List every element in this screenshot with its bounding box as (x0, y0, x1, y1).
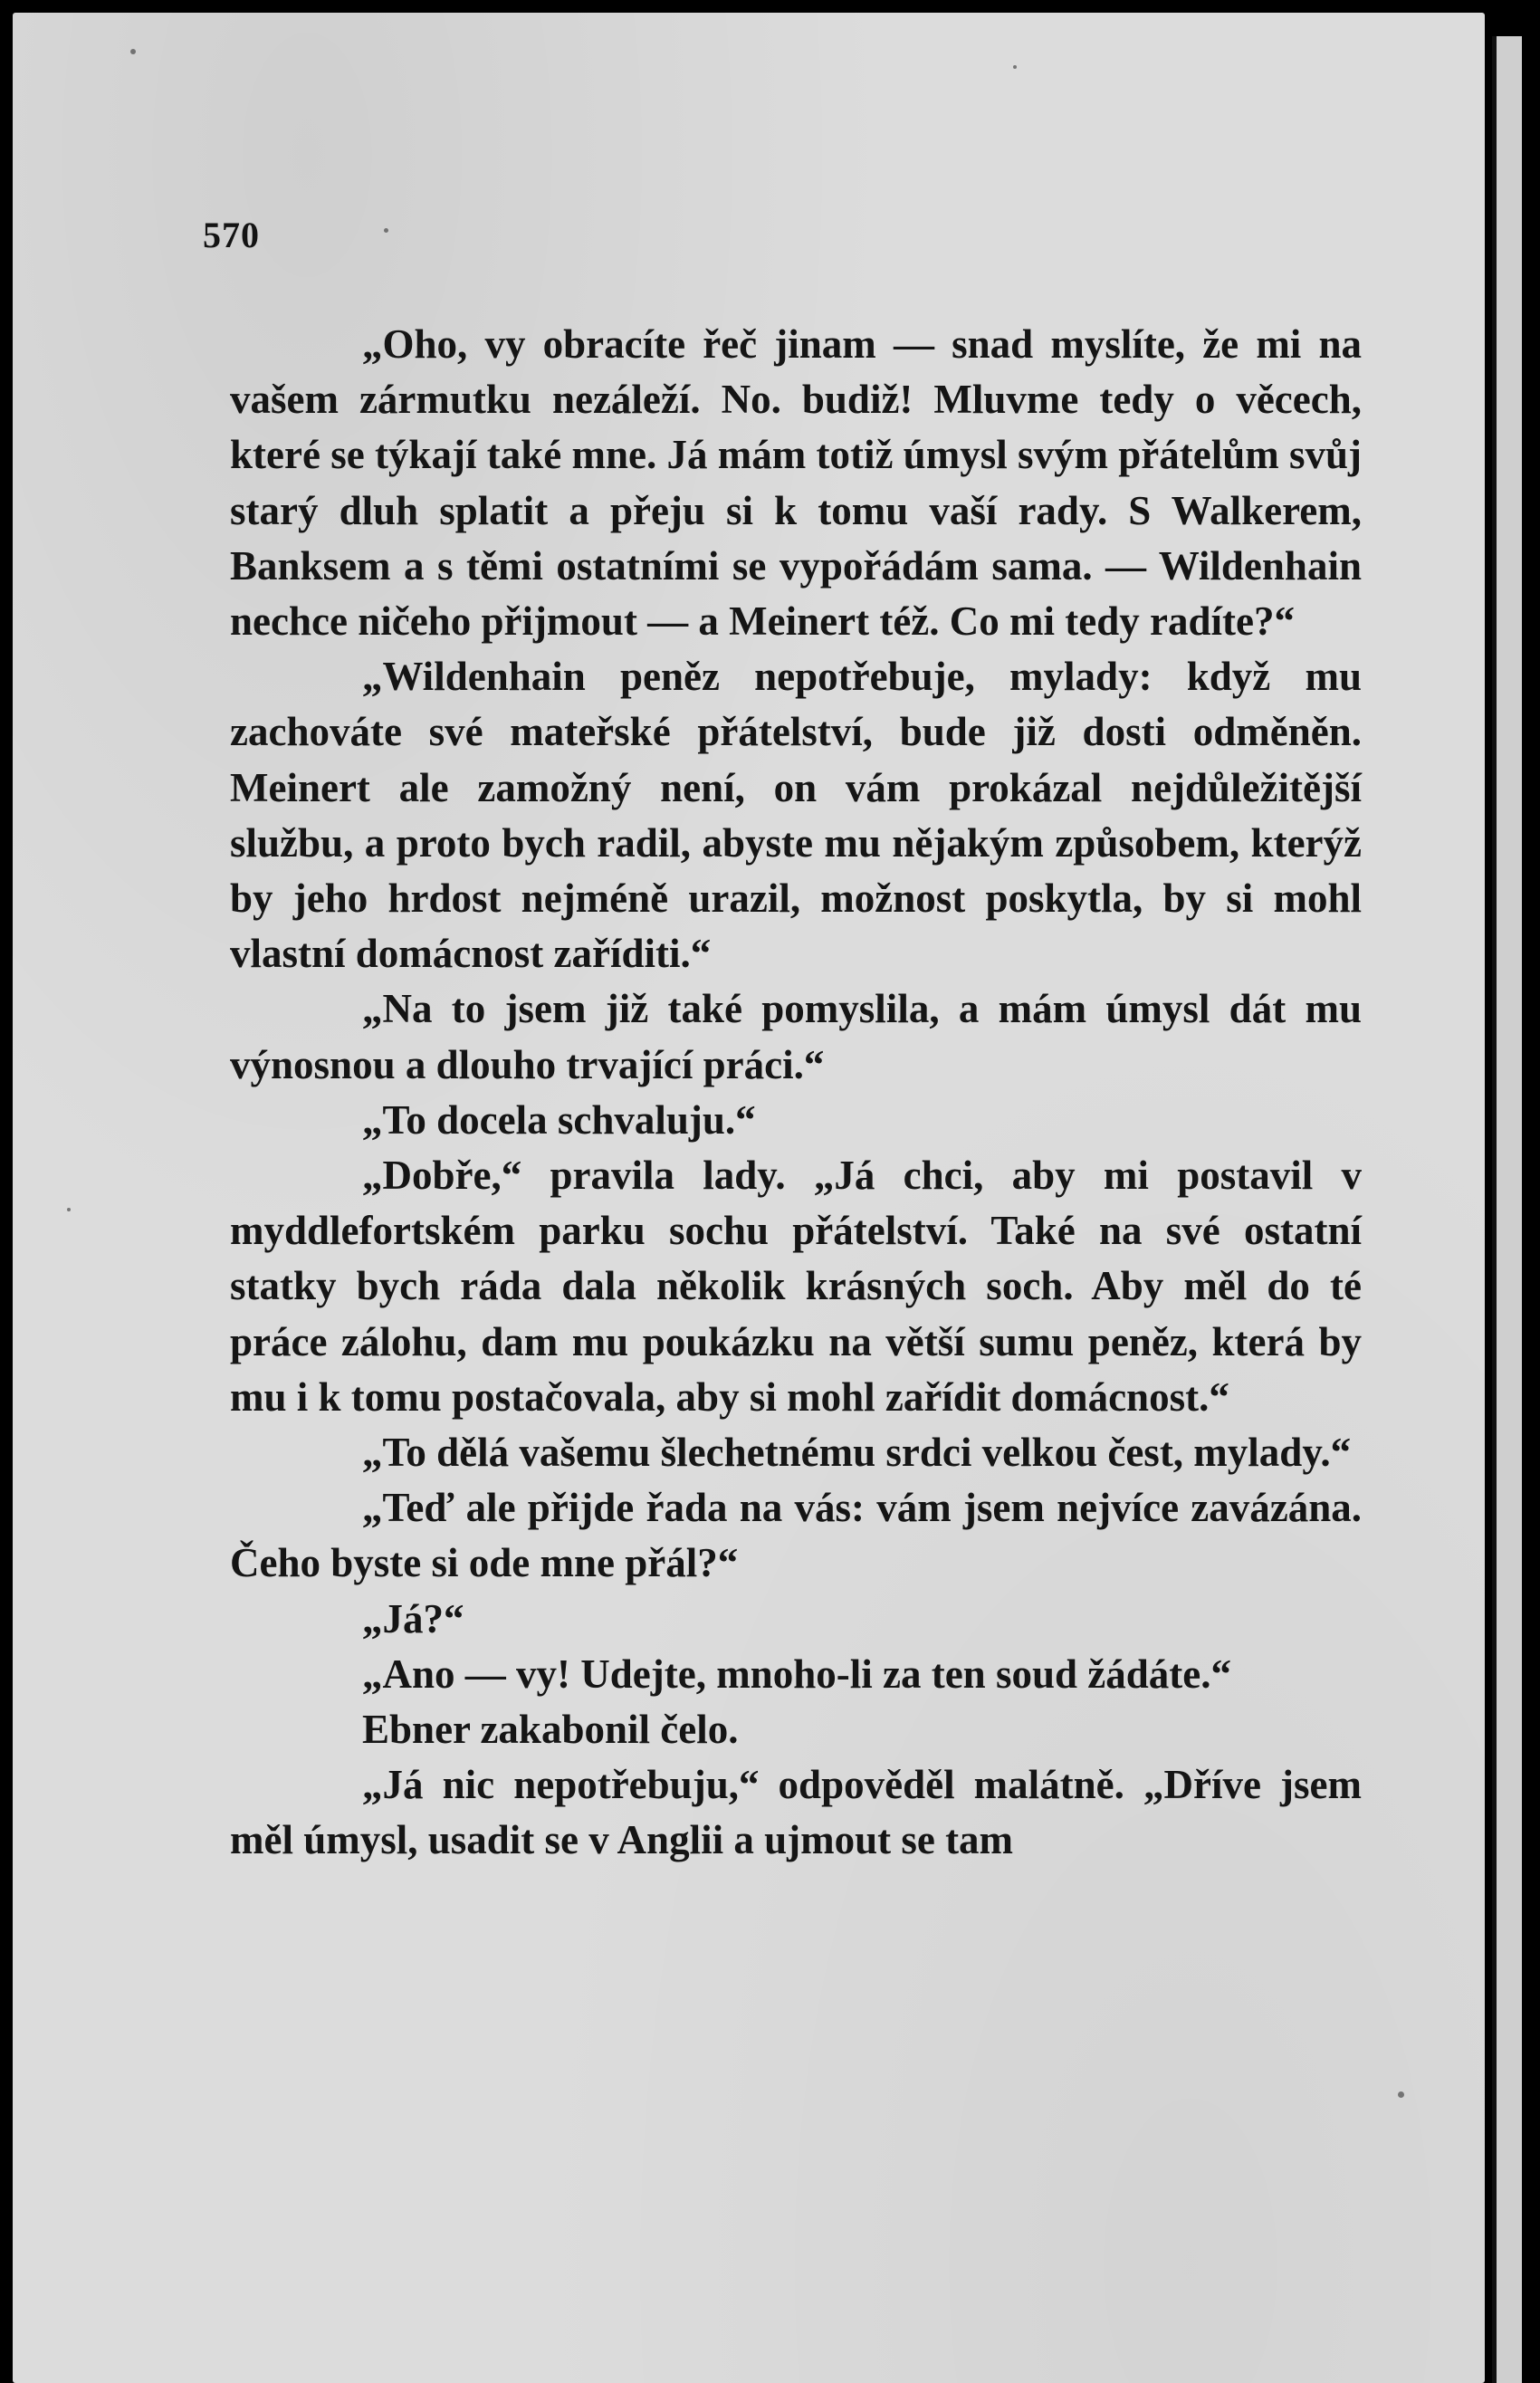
book-page (13, 13, 1485, 2383)
paragraph: Ebner zakabonil čelo. (362, 1707, 739, 1753)
paragraph: „Ano — vy! Udejte, mnoho-li za ten soud žádáte.“ (362, 1651, 1231, 1697)
paper-speck (1013, 65, 1017, 69)
paper-speck (384, 228, 388, 233)
adjacent-page-edge (1492, 36, 1522, 2383)
body-text (230, 317, 1362, 1869)
paragraph: „To dělá vašemu šlechetnému srdci velkou čest, mylady.“ (362, 1430, 1352, 1476)
paragraph: „To docela schvaluju.“ (362, 1096, 756, 1143)
paragraph: „Dobře,“ pravila lady. „Já chci, aby mi postavil v myddlefortském parku sochu přátelství. Také na své ostatní statky bych ráda dala několik krásných soch. Aby měl do té práce zálohu, dam mu poukázku na větší sumu peněz, která by mu i k tomu postačovala, aby si mohl zařídit domácnost.“ (230, 1153, 1362, 1420)
paragraph: „Na to jsem již také pomyslila, a mám úmysl dát mu výnosnou a dlouho trvající práci.“ (230, 986, 1362, 1087)
paragraph: „Wildenhain peněz nepotřebuje, mylady: když mu zachováte své mateřské přátelství, bude již dosti odměněn. Meinert ale zamožný není, on vám prokázal nejdůležitější službu, a proto bych radil, abyste mu nějakým způsobem, kterýž by jeho hrdost nejméně urazil, možnost poskytla, by si mohl vlastní domácnost zaříditi.“ (230, 654, 1362, 977)
paragraph: „Oho, vy obracíte řeč jinam — snad myslíte, že mi na vašem zármutku nezáleží. No. budiž! Mluvme tedy o věcech, které se týkají také mne. Já mám totiž úmysl svým přátelům svůj starý dluh splatit a přeju si k tomu vaší rady. S Walkerem, Banksem a s těmi ostatními se vypořádám sama. — Wildenhain nechce ničeho přijmout — a Meinert též. Co mi tedy radíte?“ (230, 321, 1362, 645)
paper-speck (1398, 2091, 1404, 2098)
paragraph: „Já nic nepotřebuju,“ odpověděl malátně. „Dříve jsem měl úmysl, usadit se v Anglii a ujmout se tam (230, 1762, 1362, 1863)
paragraph: „Teď ale přijde řada na vás: vám jsem nejvíce zavázána. Čeho byste si ode mne přál?“ (230, 1485, 1362, 1586)
paper-speck (67, 1208, 71, 1211)
paper-speck (130, 49, 136, 54)
paragraph: „Já?“ (362, 1595, 464, 1641)
page-number: 570 (203, 215, 260, 255)
